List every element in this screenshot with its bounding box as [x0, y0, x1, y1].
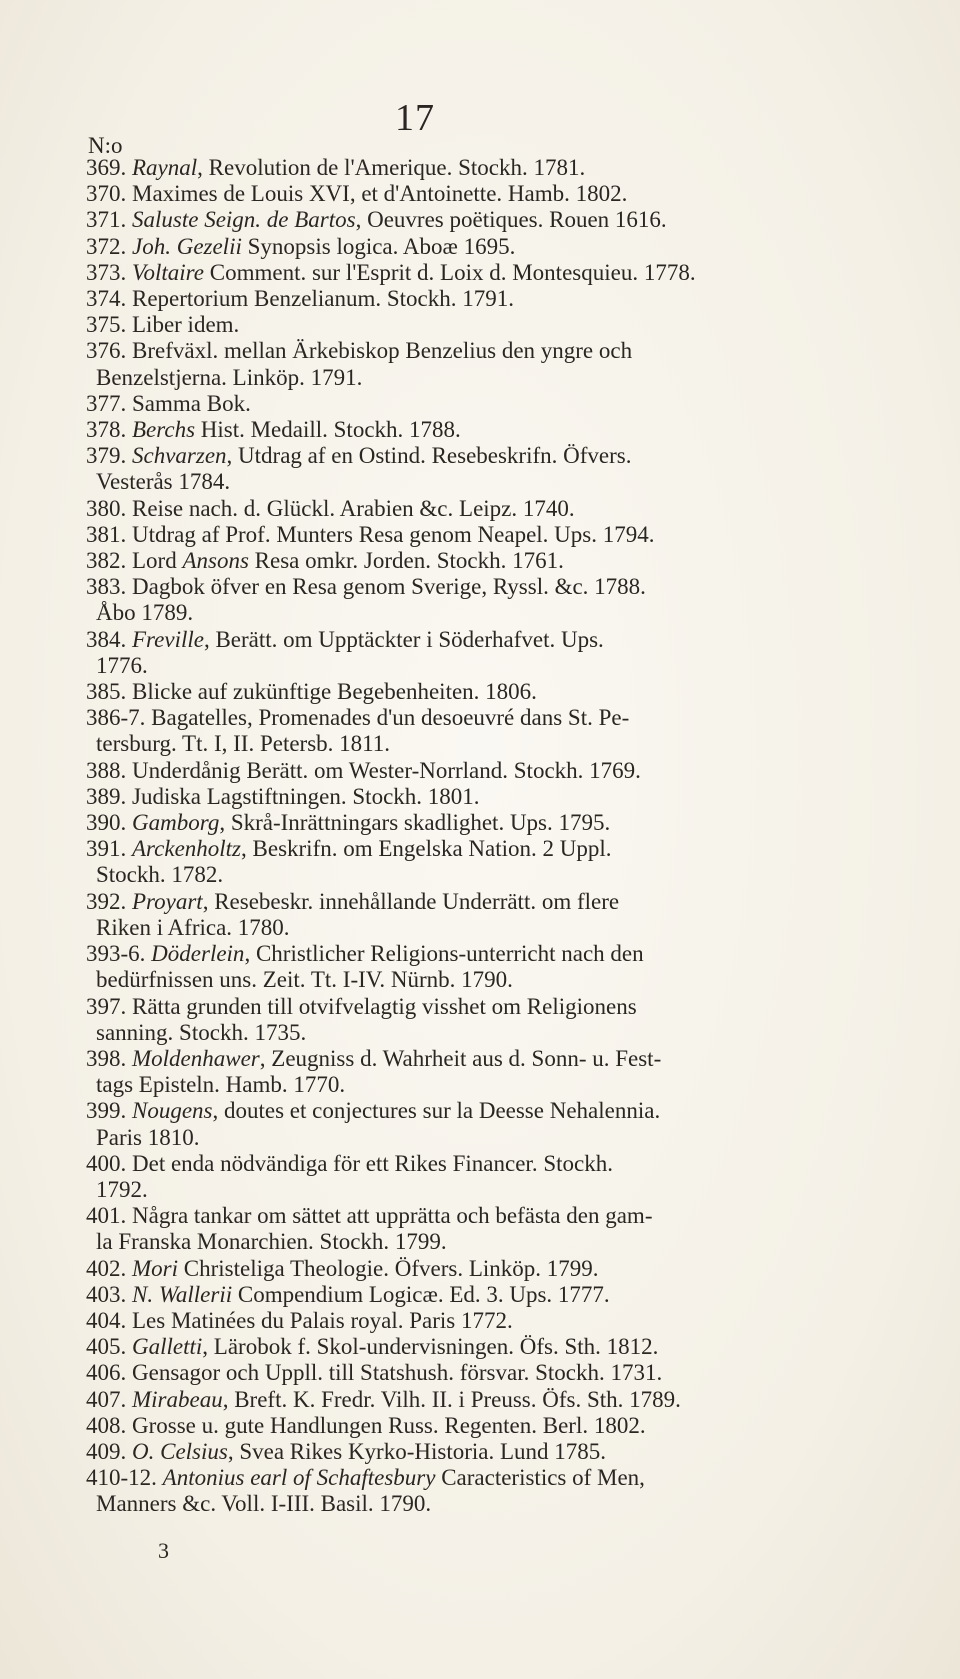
entry-first-line [86, 836, 826, 862]
entry-continuation-line [86, 731, 826, 757]
catalog-entry [86, 941, 826, 993]
catalog-entry [86, 1413, 826, 1439]
catalog-entry [86, 522, 826, 548]
entry-number: 393-6. [86, 941, 152, 967]
entry-first-line [86, 522, 826, 548]
entry-text: Liber idem. [132, 312, 240, 338]
entry-first-line [86, 679, 826, 705]
entry-first-line [86, 1360, 826, 1386]
entry-text: Voltaire Comment. sur l'Esprit d. Loix d. Montesquieu. 1778. [132, 259, 696, 285]
entry-number: 390. [86, 810, 132, 836]
entry-number: 410-12. [86, 1465, 163, 1491]
catalog-entry [86, 286, 826, 312]
entry-number: 403. [86, 1281, 132, 1307]
entry-number: 373. [86, 259, 132, 285]
catalog-entry [86, 181, 826, 207]
entry-text: Les Matinées du Palais royal. Paris 1772. [132, 1307, 513, 1333]
catalog-entry [86, 1360, 826, 1386]
entry-text: Saluste Seign. de Bartos, Oeuvres poëtiques. Rouen 1616. [132, 207, 667, 233]
entry-number: 383. [86, 574, 132, 600]
entry-first-line [86, 234, 826, 260]
catalog-entry [86, 1387, 826, 1413]
entry-text: Riken i Africa. 1780. [96, 914, 290, 940]
catalog-entry [86, 994, 826, 1046]
entry-number: 400. [86, 1150, 132, 1176]
entry-text: Arckenholtz, Beskrifn. om Engelska Nation. 2 Uppl. [132, 836, 612, 862]
catalog-entry [86, 1098, 826, 1150]
catalog-entry [86, 705, 826, 757]
catalog-entry [86, 207, 826, 233]
catalog-entry [86, 836, 826, 888]
catalog-entry [86, 1308, 826, 1334]
entry-first-line [86, 548, 826, 574]
entry-number: 404. [86, 1307, 132, 1333]
entry-text: 1792. [96, 1176, 148, 1202]
entry-first-line [86, 1203, 826, 1229]
catalog-entry [86, 679, 826, 705]
catalog-entry [86, 1282, 826, 1308]
catalog-entry [86, 1203, 826, 1255]
entry-continuation-line [86, 469, 826, 495]
entry-number: 408. [86, 1412, 132, 1438]
entry-text: Åbo 1789. [96, 600, 194, 626]
entry-number: 369. [86, 155, 132, 180]
entry-first-line [86, 1151, 826, 1177]
entry-continuation-line [86, 915, 826, 941]
catalog-entry [86, 627, 826, 679]
entry-text: Blicke auf zukünftige Begebenheiten. 1806. [132, 679, 537, 705]
entry-continuation-line [86, 862, 826, 888]
entry-number: 398. [86, 1045, 132, 1071]
entry-number: 399. [86, 1098, 132, 1124]
entry-number: 397. [86, 993, 132, 1019]
entry-number: 389. [86, 783, 132, 809]
catalog-entry [86, 338, 826, 390]
catalog-entry [86, 1465, 826, 1517]
entry-first-line [86, 181, 826, 207]
entry-text: tags Episteln. Hamb. 1770. [96, 1072, 346, 1098]
entry-first-line [86, 1387, 826, 1413]
entry-first-line [86, 574, 826, 600]
entry-first-line [86, 784, 826, 810]
entry-text: Moldenhawer, Zeugniss d. Wahrheit aus d. Sonn- u. Fest- [132, 1045, 662, 1071]
entry-number: 382. [86, 548, 132, 574]
entry-text: N. Wallerii Compendium Logicæ. Ed. 3. Ups. 1777. [132, 1281, 610, 1307]
catalog-entry [86, 417, 826, 443]
catalog-entry [86, 155, 826, 181]
entry-number: 375. [86, 312, 132, 338]
entry-first-line [86, 443, 826, 469]
entry-number: 409. [86, 1438, 132, 1464]
entry-first-line [86, 627, 826, 653]
entry-number: 376. [86, 338, 132, 364]
entry-continuation-line [86, 1125, 826, 1151]
signature-mark: 3 [158, 1538, 169, 1563]
entry-first-line [86, 1439, 826, 1465]
catalog-entry [86, 889, 826, 941]
entry-number: 378. [86, 417, 132, 443]
catalog-entry [86, 810, 826, 836]
entry-first-line [86, 1334, 826, 1360]
entry-continuation-line [86, 1177, 826, 1203]
entry-text: Döderlein, Christlicher Religions-unterricht nach den [151, 941, 644, 967]
entry-number: 377. [86, 390, 132, 416]
catalog-entry [86, 548, 826, 574]
entry-first-line [86, 1256, 826, 1282]
entry-number: 370. [86, 181, 132, 207]
catalog-entry [86, 260, 826, 286]
entry-text: Grosse u. gute Handlungen Russ. Regenten. Berl. 1802. [132, 1412, 646, 1438]
entry-number: 379. [86, 443, 132, 469]
entry-text: Schvarzen, Utdrag af en Ostind. Resebeskrifn. Öfvers. [132, 443, 632, 469]
catalog-entry [86, 234, 826, 260]
entry-text: Stockh. 1782. [96, 862, 224, 888]
entry-first-line [86, 758, 826, 784]
entry-text: sanning. Stockh. 1735. [96, 1019, 307, 1045]
entry-text: la Franska Monarchien. Stockh. 1799. [96, 1229, 447, 1255]
entry-number: 405. [86, 1334, 132, 1360]
entry-continuation-line [86, 600, 826, 626]
entry-text: Maximes de Louis XVI, et d'Antoinette. Hamb. 1802. [132, 181, 628, 207]
entry-continuation-line [86, 967, 826, 993]
entry-text: Berchs Hist. Medaill. Stockh. 1788. [132, 417, 461, 443]
page-number: 17 [395, 97, 435, 139]
entry-number: 372. [86, 233, 132, 259]
entry-first-line [86, 1282, 826, 1308]
catalog-entry [86, 784, 826, 810]
entry-number: 391. [86, 836, 132, 862]
catalog-entry [86, 574, 826, 626]
entry-text: Mori Christeliga Theologie. Öfvers. Linköp. 1799. [132, 1255, 599, 1281]
entry-text: Paris 1810. [96, 1124, 200, 1150]
entry-text: Utdrag af Prof. Munters Resa genom Neapel. Ups. 1794. [132, 521, 655, 547]
entry-first-line [86, 207, 826, 233]
entry-first-line [86, 994, 826, 1020]
entry-text: Repertorium Benzelianum. Stockh. 1791. [132, 286, 514, 312]
entry-first-line [86, 810, 826, 836]
entry-text: Samma Bok. [132, 390, 251, 416]
number-column-label: N:o [88, 133, 123, 158]
entry-first-line [86, 1308, 826, 1334]
entry-text: Lord Ansons Resa omkr. Jorden. Stockh. 1761. [132, 548, 564, 574]
entry-text: Antonius earl of Schaftesbury Caracteristics of Men, [162, 1465, 645, 1491]
catalog-entry [86, 1151, 826, 1203]
catalog-entry [86, 1334, 826, 1360]
entry-text: bedürfnissen uns. Zeit. Tt. I-IV. Nürnb. 1790. [96, 967, 513, 993]
catalog-entries [86, 155, 826, 1518]
entry-text: Proyart, Resebeskr. innehållande Underrätt. om flere [132, 888, 620, 914]
catalog-entry [86, 496, 826, 522]
entry-first-line [86, 417, 826, 443]
catalog-entry [86, 1256, 826, 1282]
entry-number: 371. [86, 207, 132, 233]
entry-text: Gensagor och Uppll. till Statshush. försvar. Stockh. 1731. [132, 1360, 663, 1386]
entry-number: 381. [86, 521, 132, 547]
entry-text: O. Celsius, Svea Rikes Kyrko-Historia. Lund 1785. [132, 1438, 607, 1464]
entry-first-line [86, 705, 826, 731]
entry-text: 1776. [96, 652, 148, 678]
entry-number: 385. [86, 679, 132, 705]
entry-number: 407. [86, 1386, 132, 1412]
entry-text: Galletti, Lärobok f. Skol-undervisningen. Öfs. Sth. 1812. [132, 1334, 659, 1360]
entry-text: Reise nach. d. Glückl. Arabien &c. Leipz. 1740. [132, 495, 575, 521]
entry-first-line [86, 941, 826, 967]
entry-continuation-line [86, 1020, 826, 1046]
entry-first-line [86, 338, 826, 364]
entry-text: Bagatelles, Promenades d'un desoeuvré dans St. Pe- [151, 705, 630, 731]
catalog-entry [86, 1046, 826, 1098]
entry-text: Vesterås 1784. [96, 469, 231, 495]
entry-number: 402. [86, 1255, 132, 1281]
entry-number: 386-7. [86, 705, 152, 731]
entry-first-line [86, 1098, 826, 1124]
entry-number: 406. [86, 1360, 132, 1386]
entry-continuation-line [86, 365, 826, 391]
entry-number: 388. [86, 757, 132, 783]
entry-text: Nougens, doutes et conjectures sur la Deesse Nehalennia. [132, 1098, 661, 1124]
entry-continuation-line [86, 653, 826, 679]
catalog-entry [86, 1439, 826, 1465]
entry-first-line [86, 1465, 826, 1491]
entry-text: Dagbok öfver en Resa genom Sverige, Ryssl. &c. 1788. [132, 574, 646, 600]
entry-first-line [86, 889, 826, 915]
catalog-entry [86, 391, 826, 417]
entry-number: 401. [86, 1203, 132, 1229]
entry-text: Manners &c. Voll. I-III. Basil. 1790. [96, 1491, 432, 1517]
entry-first-line [86, 312, 826, 338]
entry-text: Underdånig Berätt. om Wester-Norrland. Stockh. 1769. [132, 757, 641, 783]
entry-text: Judiska Lagstiftningen. Stockh. 1801. [132, 783, 480, 809]
entry-text: Det enda nödvändiga för ett Rikes Financer. Stockh. [132, 1150, 613, 1176]
entry-text: Mirabeau, Breft. K. Fredr. Vilh. II. i Preuss. Öfs. Sth. 1789. [132, 1386, 681, 1412]
entry-first-line [86, 496, 826, 522]
entry-number: 392. [86, 888, 132, 914]
entry-number: 374. [86, 286, 132, 312]
entry-number: 384. [86, 626, 132, 652]
entry-text: Benzelstjerna. Linköp. 1791. [96, 364, 363, 390]
catalog-entry [86, 443, 826, 495]
entry-text: Gamborg, Skrå-Inrättningars skadlighet. Ups. 1795. [132, 810, 611, 836]
entry-continuation-line [86, 1072, 826, 1098]
entry-first-line [86, 155, 826, 181]
entry-first-line [86, 1413, 826, 1439]
entry-text: Några tankar om sättet att upprätta och befästa den gam- [132, 1203, 653, 1229]
entry-continuation-line [86, 1491, 826, 1517]
entry-continuation-line [86, 1229, 826, 1255]
entry-text: Brefväxl. mellan Ärkebiskop Benzelius den yngre och [132, 338, 633, 364]
entry-first-line [86, 1046, 826, 1072]
entry-text: Rätta grunden till otvifvelagtig visshet om Religionens [132, 993, 637, 1019]
entry-number: 380. [86, 495, 132, 521]
entry-text: Freville, Berätt. om Upptäckter i Söderhafvet. Ups. [132, 626, 604, 652]
entry-first-line [86, 260, 826, 286]
entry-first-line [86, 391, 826, 417]
entry-text: Raynal, Revolution de l'Amerique. Stockh. 1781. [132, 155, 586, 180]
entry-first-line [86, 286, 826, 312]
catalog-entry [86, 312, 826, 338]
entry-text: Joh. Gezelii Synopsis logica. Aboæ 1695. [132, 233, 516, 259]
catalog-entry [86, 758, 826, 784]
entry-text: tersburg. Tt. I, II. Petersb. 1811. [96, 731, 391, 757]
